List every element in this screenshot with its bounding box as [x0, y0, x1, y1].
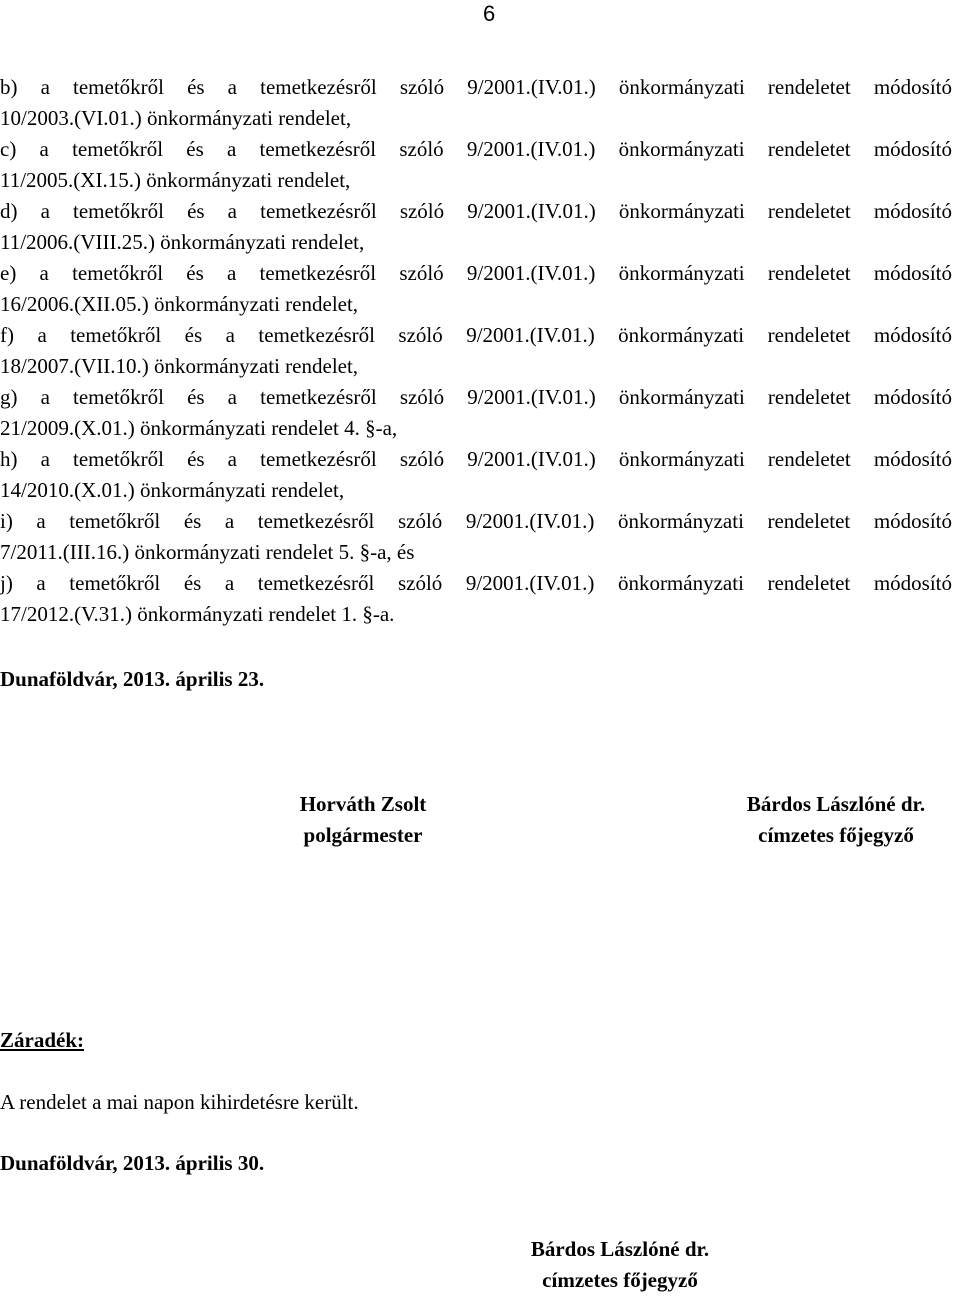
signatory-name: Horváth Zsolt [299, 792, 427, 816]
list-item [0, 444, 952, 506]
list-item-line: 7/2011.(III.16.) önkormányzati rendelet 5. §-a, és [0, 540, 415, 564]
list-item-line: c) a temetőkről és a temetkezésről szóló 9/2001.(IV.01.) önkormányzati rendeletet módosító [0, 137, 952, 161]
list-item-line: f) a temetőkről és a temetkezésről szóló 9/2001.(IV.01.) önkormányzati rendeletet módosító [0, 323, 952, 347]
list-item [0, 320, 952, 382]
list-item-line: b) a temetőkről és a temetkezésről szóló 9/2001.(IV.01.) önkormányzati rendeletet módosító [0, 75, 952, 99]
page-number: 6 [483, 1, 496, 26]
list-item-line: 10/2003.(VI.01.) önkormányzati rendelet, [0, 106, 352, 130]
clause-title: Záradék: [0, 1028, 84, 1052]
list-item-line: e) a temetőkről és a temetkezésről szóló 9/2001.(IV.01.) önkormányzati rendeletet módosító [0, 261, 952, 285]
list-item [0, 382, 952, 444]
list-item-line: 14/2010.(X.01.) önkormányzati rendelet, [0, 478, 345, 502]
list-item-line: 11/2006.(VIII.25.) önkormányzati rendelet, [0, 230, 365, 254]
signatory-title: címzetes főjegyző [758, 823, 914, 847]
list-item-line: j) a temetőkről és a temetkezésről szóló 9/2001.(IV.01.) önkormányzati rendeletet módosító [0, 571, 952, 595]
clause-text: A rendelet a mai napon kihirdetésre került. [0, 1090, 359, 1114]
list-item-line: g) a temetőkről és a temetkezésről szóló 9/2001.(IV.01.) önkormányzati rendeletet módosító [0, 385, 952, 409]
list-item [0, 506, 952, 568]
list-item-line: 18/2007.(VII.10.) önkormányzati rendelet, [0, 354, 359, 378]
list-item-line: h) a temetőkről és a temetkezésről szóló 9/2001.(IV.01.) önkormányzati rendeletet módosító [0, 447, 952, 471]
signatory-name: Bárdos Lászlóné dr. [746, 792, 926, 816]
signatory-name: Bárdos Lászlóné dr. [530, 1237, 710, 1261]
mayor-signature-block [268, 789, 458, 851]
list-item [0, 72, 952, 134]
list-item [0, 196, 952, 258]
signatory-title: polgármester [303, 823, 423, 847]
list-item-line: 21/2009.(X.01.) önkormányzati rendelet 4. §-a, [0, 416, 398, 440]
final-signature-block [500, 1234, 740, 1296]
notary-signature-block [716, 789, 956, 851]
list-item [0, 134, 952, 196]
list-item-line: 17/2012.(V.31.) önkormányzati rendelet 1. §-a. [0, 602, 395, 626]
list-item-line: d) a temetőkről és a temetkezésről szóló 9/2001.(IV.01.) önkormányzati rendeletet módosító [0, 199, 952, 223]
signatory-title: címzetes főjegyző [542, 1268, 698, 1292]
list-item-line: 16/2006.(XII.05.) önkormányzati rendelet, [0, 292, 359, 316]
list-item [0, 258, 952, 320]
amendment-list [0, 72, 952, 630]
list-item-line: 11/2005.(XI.15.) önkormányzati rendelet, [0, 168, 351, 192]
list-item [0, 568, 952, 630]
place-date: Dunaföldvár, 2013. április 23. [0, 667, 265, 691]
list-item-line: i) a temetőkről és a temetkezésről szóló 9/2001.(IV.01.) önkormányzati rendeletet módosító [0, 509, 952, 533]
place-date: Dunaföldvár, 2013. április 30. [0, 1151, 265, 1175]
